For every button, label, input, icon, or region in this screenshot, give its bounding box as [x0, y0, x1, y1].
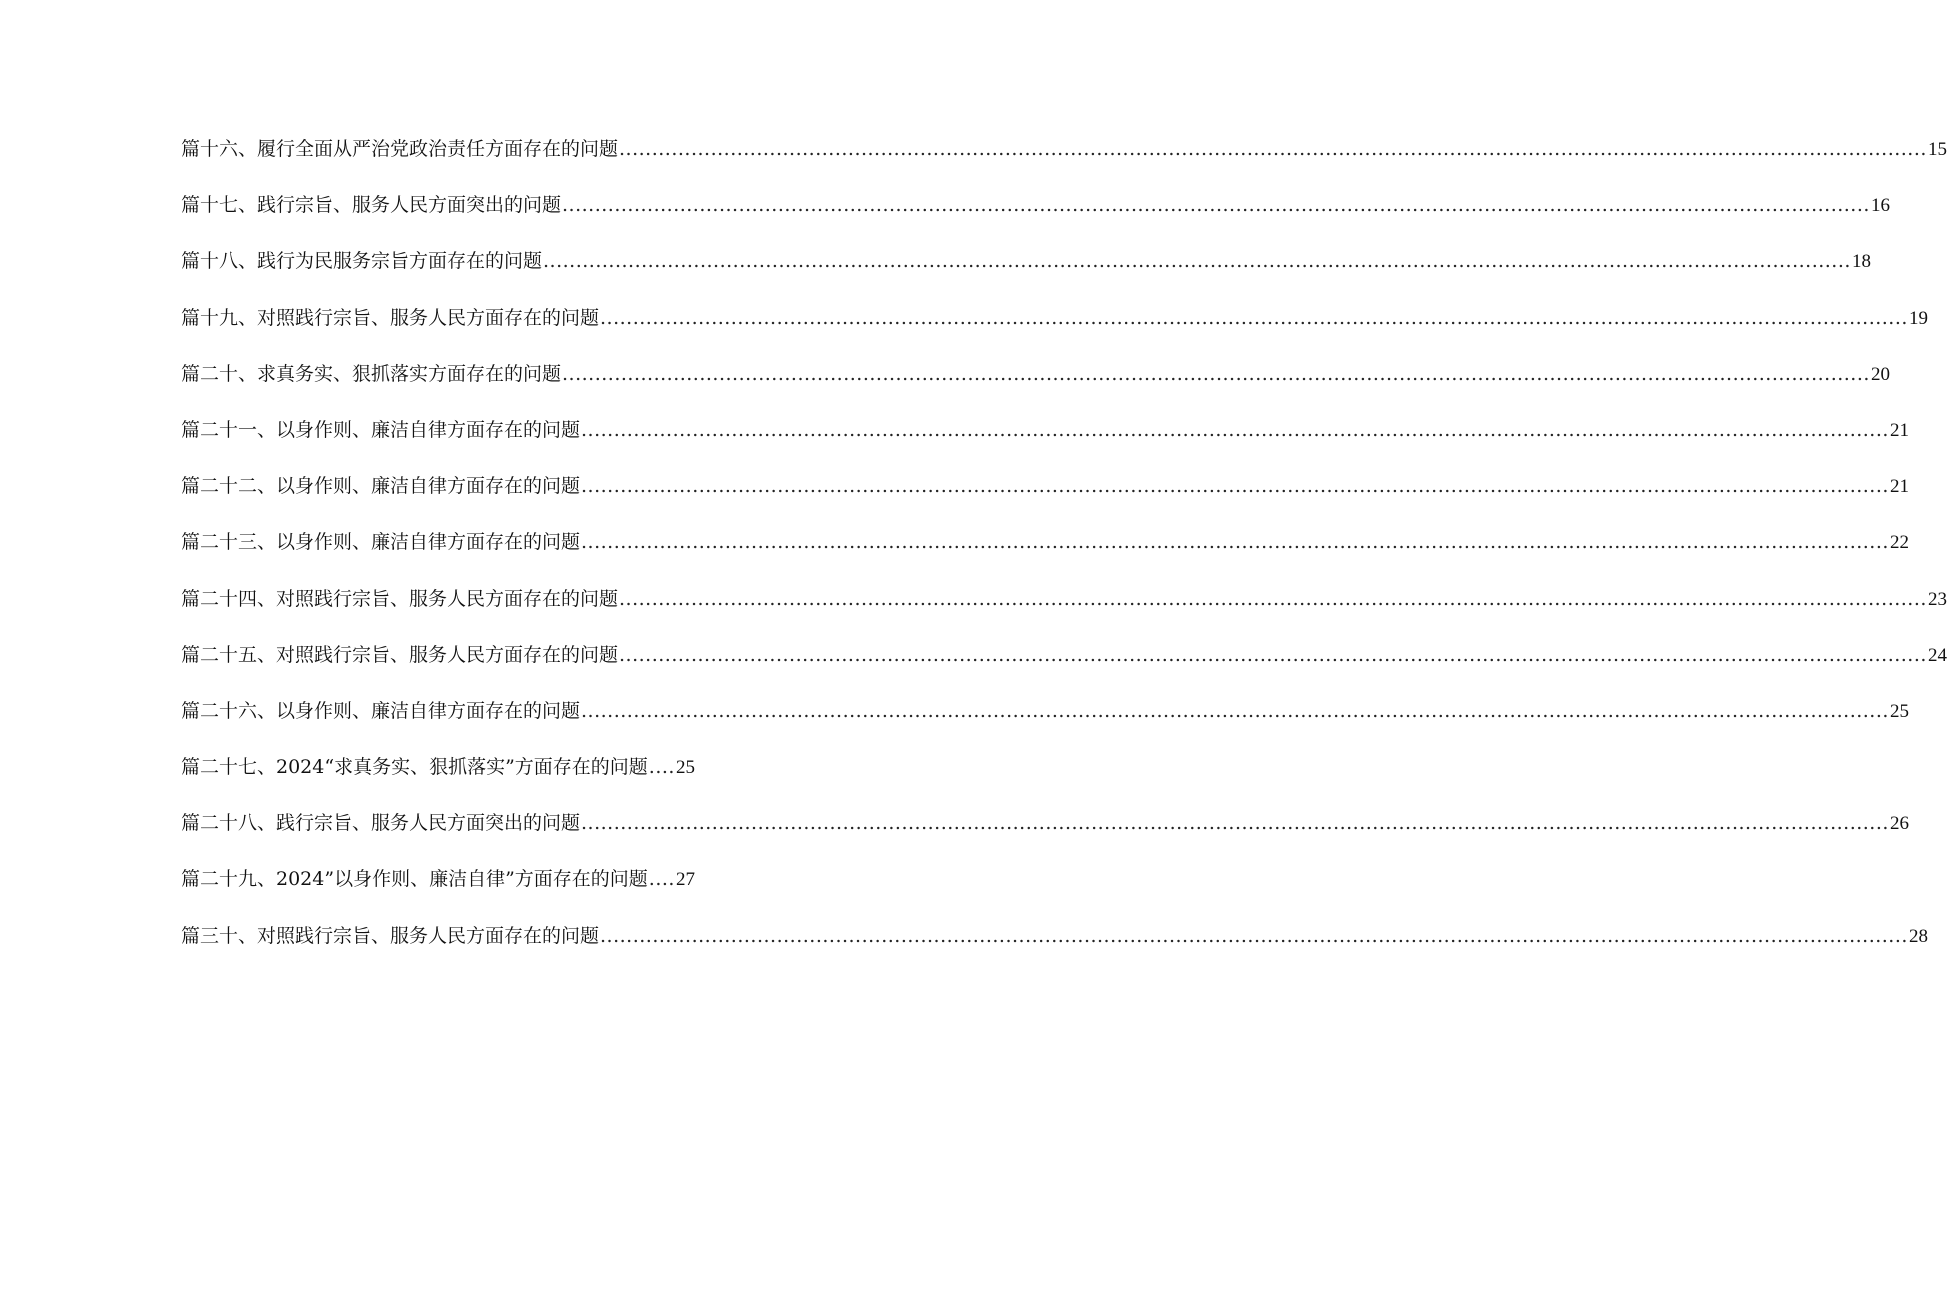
toc-entry[interactable] — [181, 696, 1909, 752]
toc-entry-title: 篇二十六、以身作则、廉洁自律方面存在的问题 — [181, 699, 581, 722]
toc-page-number: 24 — [1927, 644, 1947, 666]
toc-entry-title: 篇二十、求真务实、狠抓落实方面存在的问题 — [181, 362, 562, 385]
toc-entry-title: 篇二十八、践行宗旨、服务人民方面突出的问题 — [181, 812, 581, 835]
toc-page-number: 21 — [1889, 419, 1909, 441]
toc-dot-leader: ........................................................................................................................................................................................................ — [619, 643, 1927, 666]
toc-page-number: 20 — [1870, 363, 1890, 385]
toc-dot-leader: .... — [648, 756, 675, 779]
toc-entry[interactable] — [181, 808, 1909, 864]
toc-dot-leader: ........................................................................................................................................................................................................ — [581, 418, 1889, 441]
toc-entry-title: 篇十六、履行全面从严治党政治责任方面存在的问题 — [181, 138, 619, 160]
toc-page-number: 23 — [1927, 588, 1947, 610]
toc-dot-leader: ........................................................................................................................................................................................................ — [619, 138, 1927, 160]
toc-dot-leader: ........................................................................................................................................................................................................ — [581, 699, 1889, 722]
toc-entry-title: 篇二十四、对照践行宗旨、服务人民方面存在的问题 — [181, 587, 619, 610]
toc-dot-leader: ........................................................................................................................................................................................................ — [581, 531, 1889, 554]
toc-entry-title: 篇二十三、以身作则、廉洁自律方面存在的问题 — [181, 531, 581, 554]
toc-entry-title: 篇二十二、以身作则、廉洁自律方面存在的问题 — [181, 475, 581, 498]
toc-page-number: 19 — [1908, 307, 1928, 329]
toc-entry[interactable] — [181, 246, 1871, 302]
toc-dot-leader: ........................................................................................................................................................................................................ — [581, 475, 1889, 498]
toc-entry-title: 篇十七、践行宗旨、服务人民方面突出的问题 — [181, 194, 562, 217]
toc-dot-leader: ........................................................................................................................................................................................................ — [562, 194, 1870, 217]
toc-page-number: 28 — [1908, 925, 1928, 947]
toc-page-number: 16 — [1870, 195, 1890, 217]
toc-entry[interactable] — [181, 864, 777, 920]
toc-page-number: 22 — [1889, 532, 1909, 554]
toc-page-number: 25 — [1889, 700, 1909, 722]
toc-entry[interactable] — [181, 752, 777, 808]
toc-dot-leader: ........................................................................................................................................................................................................ — [562, 362, 1870, 385]
toc-dot-leader: ........................................................................................................................................................................................................ — [619, 587, 1927, 610]
toc-page-number: 26 — [1889, 813, 1909, 835]
toc-page-number: 27 — [675, 869, 695, 891]
toc-entry[interactable] — [181, 190, 1890, 246]
toc-entry-title: 篇二十一、以身作则、廉洁自律方面存在的问题 — [181, 418, 581, 441]
toc-entry[interactable] — [181, 921, 1928, 977]
toc-page-number: 18 — [1851, 251, 1871, 273]
toc-entry[interactable] — [181, 640, 1947, 696]
toc-entry-title: 篇二十七、2024“求真务实、狠抓落实”方面存在的问题 — [181, 756, 648, 779]
toc-page-number: 15 — [1927, 139, 1947, 160]
toc-entry-title: 篇二十五、对照践行宗旨、服务人民方面存在的问题 — [181, 643, 619, 666]
toc-entry[interactable] — [181, 359, 1890, 415]
toc-entry-title: 篇十九、对照践行宗旨、服务人民方面存在的问题 — [181, 306, 600, 329]
toc-entry[interactable] — [181, 527, 1909, 583]
toc-dot-leader: ........................................................................................................................................................................................................ — [581, 812, 1889, 835]
toc-entry[interactable] — [181, 303, 1928, 359]
toc-dot-leader: ........................................................................................................................................................................................................ — [600, 306, 1908, 329]
toc-entry[interactable] — [181, 134, 1947, 190]
toc-entry[interactable] — [181, 471, 1909, 527]
toc-dot-leader: .... — [648, 868, 675, 891]
toc-entry-title: 篇二十九、2024”以身作则、廉洁自律”方面存在的问题 — [181, 868, 648, 891]
toc-entry[interactable] — [181, 584, 1947, 640]
toc-dot-leader: ........................................................................................................................................................................................................ — [600, 924, 1908, 947]
toc-page-number: 25 — [675, 757, 695, 779]
table-of-contents — [181, 134, 1947, 977]
toc-page-number: 21 — [1889, 476, 1909, 498]
toc-entry-title: 篇三十、对照践行宗旨、服务人民方面存在的问题 — [181, 924, 600, 947]
toc-dot-leader: ........................................................................................................................................................................................................ — [543, 250, 1851, 273]
toc-entry-title: 篇十八、践行为民服务宗旨方面存在的问题 — [181, 250, 543, 273]
toc-entry[interactable] — [181, 415, 1909, 471]
